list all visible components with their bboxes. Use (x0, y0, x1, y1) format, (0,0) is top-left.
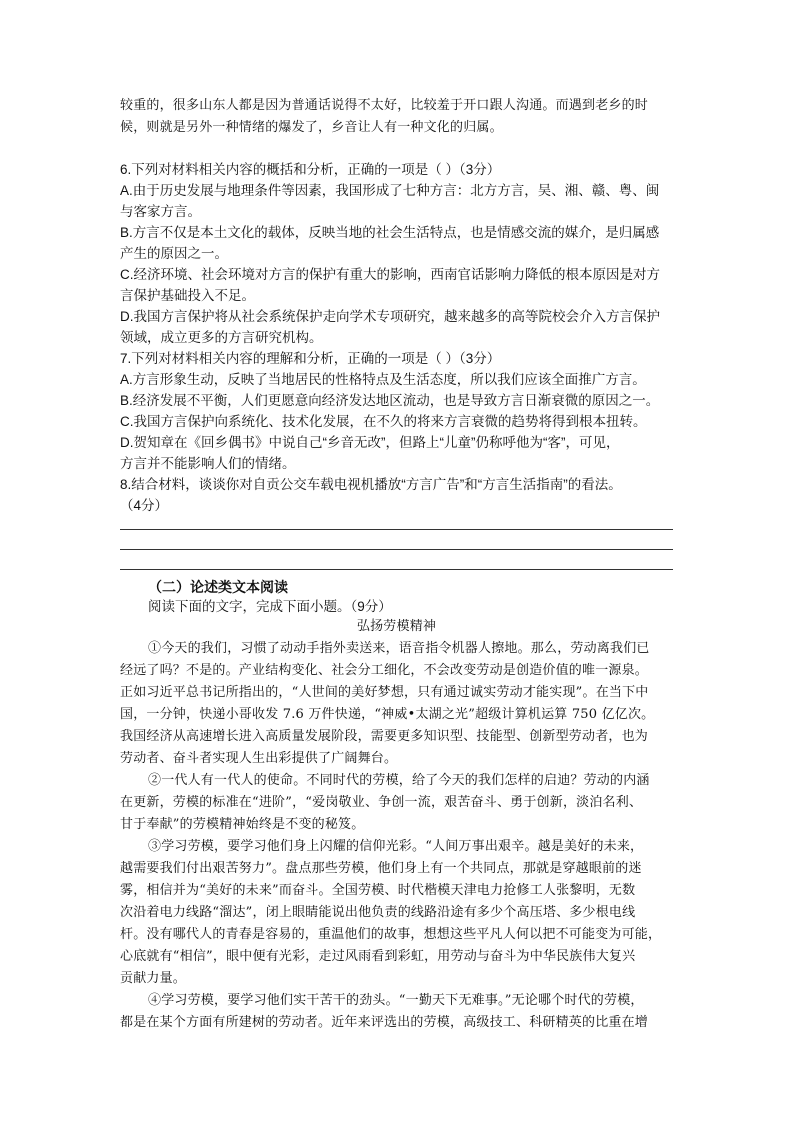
intro-line-2: 候，则就是另外一种情绪的爆发了，乡音让人有一种文化的归属。 (120, 120, 503, 135)
para4-line2: 都是在某个方面有所建树的劳动者。近年来评选出的劳模，高级技工、科研精英的比重在增 (120, 1015, 649, 1030)
para3-line2: 越需要我们付出艰苦努力”。盘点那些劳模，他们身上有一个共同点，那就是穿越眼前的迷 (120, 861, 642, 876)
q6-option-d-line1: D.我国方言保护将从社会系统保护走向学术专项研究，越来越多的高等院校会介入方言保护 (120, 309, 660, 324)
para3-line1: ③学习劳模，要学习他们身上闪耀的信仰光彩。“人间万事出艰辛。越是美好的未来， (148, 839, 644, 854)
para1-line2: 经远了吗？不是的。产业结构变化、社会分工细化，不会改变劳动是创造价值的唯一源泉。 (120, 663, 649, 678)
answer-line-2 (120, 549, 673, 550)
q7-option-b: B.经济发展不平衡，人们更愿意向经济发达地区流动，也是导致方言日渐衰微的原因之一。 (120, 393, 660, 408)
para1-line1: ①今天的我们，习惯了动动手指外卖送来，语音指令机器人擦地。那么，劳动离我们已 (148, 641, 650, 656)
para3-line6: 心底就有“相信”，眼中便有光彩，走过风雨看到彩虹，用劳动与奋斗为中华民族伟大复兴 (120, 949, 636, 964)
para4-line1: ④学习劳模，要学习他们实干苦干的劲头。“一勤天下无难事。”无论哪个时代的劳模， (148, 993, 644, 1008)
q7-option-d-line1: D.贺知章在《回乡偶书》中说自己“乡音无改”，但路上“儿童”仍称呼他为“客”，可见， (120, 435, 620, 450)
q8-stem-line1: 8.结合材料，谈谈你对自贡公交车载电视机播放“方言广告”和“方言生活指南”的看法。 (120, 477, 622, 492)
para1-line4: 国，一分钟，快递小哥收发 7.6 万件快递，“神威•太湖之光”超级计算机运算 750 亿亿次。 (120, 707, 655, 722)
q6-option-b-line2: 产生的原因之一。 (120, 246, 228, 261)
para2-line1: ②一代人有一代人的使命。不同时代的劳模，给了今天的我们怎样的启迪？劳动的内涵 (148, 773, 650, 788)
q7-stem: 7.下列对材料相关内容的理解和分析，正确的一项是（ ）（3分） (120, 351, 501, 366)
q6-option-a-line2: 与客家方言。 (120, 204, 201, 219)
q6-option-c-line1: C.经济环境、社会环境对方言的保护有重大的影响，西南官话影响力降低的根本原因是对方 (120, 267, 660, 282)
para3-line4: 次沿着电力线路“溜达”，闭上眼睛能说出他负责的线路沿途有多少个高压塔、多少根电线 (120, 905, 636, 920)
q7-option-d-line2: 方言并不能影响人们的情绪。 (120, 456, 296, 471)
answer-line-1 (120, 529, 673, 530)
q7-option-c: C.我国方言保护向系统化、技术化发展，在不久的将来方言衰微的趋势将得到根本扭转。 (120, 414, 647, 429)
para1-line6: 劳动者、奋斗者实现人生出彩提供了广阔舞台。 (120, 751, 398, 766)
q6-option-c-line2: 言保护基础投入不足。 (120, 288, 255, 303)
para1-line5: 我国经济从高速增长进入高质量发展阶段，需要更多知识型、技能型、创新型劳动者，也为 (120, 729, 649, 744)
q6-option-b-line1: B.方言不仅是本土文化的载体，反映当地的社会生活特点，也是情感交流的媒介，是归属感 (120, 225, 660, 240)
intro-line-1: 较重的，很多山东人都是因为普通话说得不太好，比较羞于开口跟人沟通。而遇到老乡的时 (120, 98, 649, 113)
q6-stem: 6.下列对材料相关内容的概括和分析，正确的一项是（ ）（3分） (120, 162, 501, 177)
para1-line3: 正如习近平总书记所指出的，“人世间的美好梦想，只有通过诚实劳动才能实现”。在当下中 (120, 685, 649, 700)
para3-line7: 贡献力量。 (120, 971, 187, 986)
article-title: 弘扬劳模精神 (356, 619, 437, 634)
para3-line3: 雾，相信并为“美好的未来”而奋斗。全国劳模、时代楷模天津电力抢修工人张黎明，无数 (120, 883, 636, 898)
para3-line5: 杆。没有哪代人的青春是容易的，重温他们的故事，想想这些平凡人何以把不可能变为可能， (120, 927, 662, 942)
para2-line2: 在更新，劳模的标准在“进阶”，“爱岗敬业、争创一流，艰苦奋斗、勇于创新，淡泊名利、 (120, 795, 643, 810)
section-instruction: 阅读下面的文字，完成下面小题。（9分） (148, 599, 392, 614)
q7-option-a: A.方言形象生动，反映了当地居民的性格特点及生活态度，所以我们应该全面推广方言。 (120, 372, 646, 387)
answer-line-3 (120, 569, 673, 570)
q6-option-a-line1: A.由于历史发展与地理条件等因素，我国形成了七种方言：北方方言，吴、湘、赣、粤、闽 (120, 183, 660, 198)
section-heading: （二）论述类文本阅读 (148, 579, 288, 595)
para2-line3: 甘于奉献”的劳模精神始终是不变的秘笈。 (120, 817, 365, 832)
q6-option-d-line2: 领域，成立更多的方言研究机构。 (120, 330, 323, 345)
q8-stem-line2: （4分） (120, 498, 169, 513)
